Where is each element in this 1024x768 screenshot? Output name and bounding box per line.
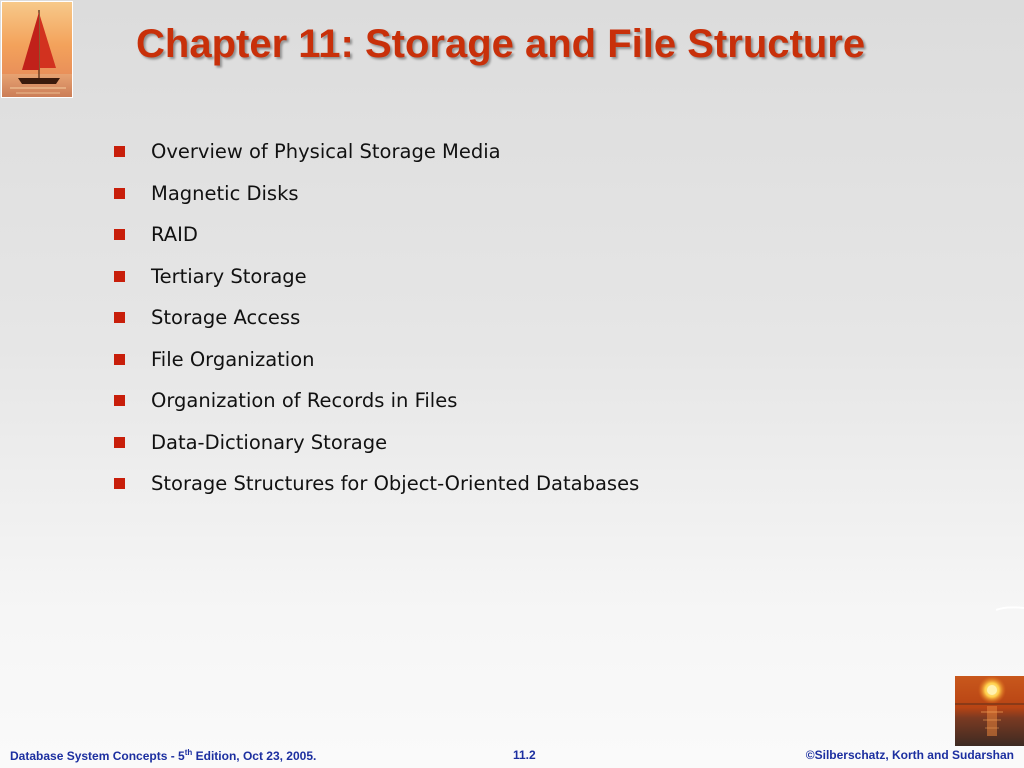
list-item-text: Storage Access — [151, 306, 301, 330]
list-item — [114, 380, 639, 422]
square-bullet-icon — [114, 395, 125, 406]
list-item — [114, 214, 639, 256]
footer-copyright: ©Silberschatz, Korth and Sudarshan — [805, 748, 1014, 762]
square-bullet-icon — [114, 478, 125, 489]
list-item — [114, 297, 639, 339]
footer-book-title — [10, 748, 316, 763]
list-item — [114, 422, 639, 464]
footer-edition-superscript: th — [184, 748, 193, 757]
slide-title: Chapter 11: Storage and File Structure — [136, 22, 866, 66]
square-bullet-icon — [114, 188, 125, 199]
sunset-image — [955, 676, 1024, 746]
list-item-text: Overview of Physical Storage Media — [151, 140, 501, 164]
footer-edition-date: Edition, Oct 23, 2005. — [192, 749, 317, 763]
list-item — [114, 131, 639, 173]
list-item-text: RAID — [151, 223, 198, 247]
list-item-text: Magnetic Disks — [151, 181, 299, 205]
wave-decoration-icon — [996, 606, 1024, 612]
square-bullet-icon — [114, 312, 125, 323]
square-bullet-icon — [114, 229, 125, 240]
bullet-list — [114, 131, 639, 505]
list-item-text: Storage Structures for Object-Oriented Databases — [151, 472, 640, 496]
square-bullet-icon — [114, 437, 125, 448]
list-item — [114, 173, 639, 215]
page-number: 11.2 — [513, 748, 536, 762]
sailboat-image — [1, 1, 73, 98]
list-item-text: File Organization — [151, 347, 315, 371]
list-item-text: Organization of Records in Files — [151, 389, 458, 413]
list-item — [114, 463, 639, 505]
list-item-text: Data-Dictionary Storage — [151, 430, 388, 454]
square-bullet-icon — [114, 271, 125, 282]
square-bullet-icon — [114, 354, 125, 365]
footer-book-title-text: Database System Concepts - 5 — [10, 749, 185, 763]
list-item — [114, 339, 639, 381]
list-item — [114, 256, 639, 298]
list-item-text: Tertiary Storage — [151, 264, 307, 288]
slide-footer — [0, 744, 1024, 768]
square-bullet-icon — [114, 146, 125, 157]
